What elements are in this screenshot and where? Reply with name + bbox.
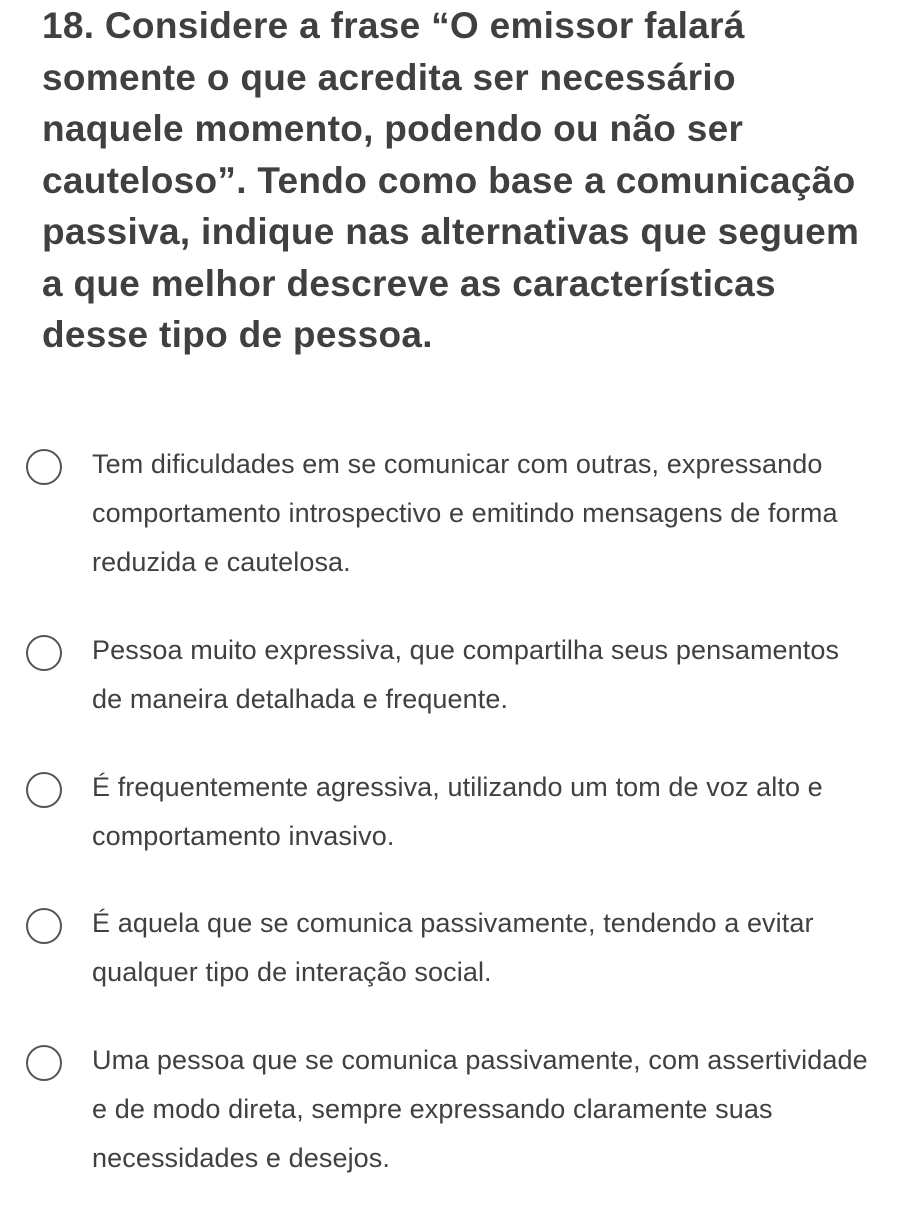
radio-button-c[interactable]	[26, 772, 62, 808]
radio-button-e[interactable]	[26, 1045, 62, 1081]
option-b-label: Pessoa muito expressiva, que compartilha seus pensamentos de maneira detalhada e frequente.	[92, 635, 840, 714]
option-d-label: É aquela que se comunica passivamente, tendendo a evitar qualquer tipo de interação social.	[92, 908, 814, 987]
option-d[interactable]	[26, 899, 876, 997]
option-c[interactable]	[26, 763, 876, 861]
radio-button-b[interactable]	[26, 635, 62, 671]
radio-button-a[interactable]	[26, 449, 62, 485]
option-e[interactable]	[26, 1036, 876, 1183]
radio-button-d[interactable]	[26, 908, 62, 944]
option-e-label: Uma pessoa que se comunica passivamente, com assertividade e de modo direta, sempre expressando claramente suas necessidades e desejos.	[92, 1045, 868, 1173]
option-c-label: É frequentemente agressiva, utilizando um tom de voz alto e comportamento invasivo.	[92, 772, 823, 851]
question-text: 18. Considere a frase “O emissor falará somente o que acredita ser necessário naquele momento, podendo ou não ser cauteloso”. Tendo como base a comunicação passiva, indique nas alternativas que seguem a que melhor descreve as características desse tipo de pessoa.	[42, 5, 860, 355]
option-a-label: Tem dificuldades em se comunicar com outras, expressando comportamento introspectivo e emitindo mensagens de forma reduzida e cautelosa.	[92, 449, 838, 577]
option-b[interactable]	[26, 626, 876, 724]
option-a[interactable]	[26, 440, 876, 587]
